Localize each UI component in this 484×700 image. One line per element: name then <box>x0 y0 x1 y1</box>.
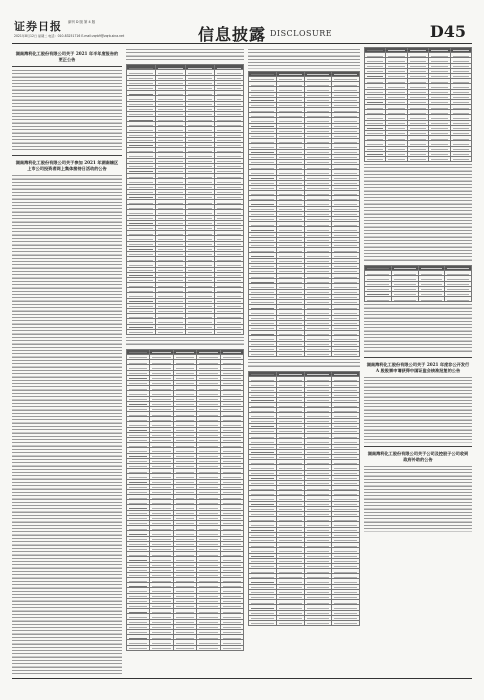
section-subtitle: DISCLOSURE <box>270 29 333 38</box>
column-3 <box>248 47 360 674</box>
article-body <box>248 359 360 369</box>
article-body <box>126 49 244 62</box>
article-headline: 湖南海利化工股份有限公司关于 2021 年半年度报告的更正公告 <box>15 51 119 62</box>
data-table <box>364 47 472 162</box>
data-table <box>126 64 244 335</box>
article-headline: 湖南海利化工股份有限公司关于参加 2021 年湖南辖区上市公司投资者网上集体接待日活动的公告 <box>15 160 119 172</box>
divider <box>12 155 122 156</box>
data-table <box>248 71 360 357</box>
article-headline: 湖南海利化工股份有限公司关于公司及控股子公司收到政府补助的公告 <box>367 450 469 462</box>
article-body <box>12 70 122 152</box>
article-body <box>364 164 472 263</box>
edition-info: 副刊 D 版 第 4 版 <box>68 20 96 24</box>
article-body <box>248 49 360 69</box>
article-body <box>364 304 472 353</box>
column-2 <box>126 47 244 674</box>
article-body <box>364 377 472 443</box>
data-table <box>364 265 472 302</box>
masthead <box>0 0 484 44</box>
divider <box>364 446 472 447</box>
top-rule <box>12 43 472 44</box>
column-1 <box>12 47 122 674</box>
section-title: 信息披露 <box>198 25 267 44</box>
page-number: D45 <box>429 22 466 41</box>
article-body <box>364 466 472 532</box>
article-body <box>12 175 122 674</box>
article-headline: 湖南海利化工股份有限公司关于 2021 年度非公开发行 A 股股票申请获得中国证监会核准批复的公告 <box>366 361 470 373</box>
newspaper-brand: 证券日报 <box>14 20 62 33</box>
divider <box>12 66 122 67</box>
article-body <box>126 337 244 347</box>
data-table <box>126 349 244 651</box>
divider <box>364 357 472 358</box>
data-table <box>248 371 360 626</box>
dateline: 2021年8月12日 星期二 电话：010-83251716 E-mail:zqrb9@zqrb.sina.net <box>14 34 125 38</box>
bottom-rule <box>12 678 472 679</box>
column-4 <box>364 47 472 674</box>
